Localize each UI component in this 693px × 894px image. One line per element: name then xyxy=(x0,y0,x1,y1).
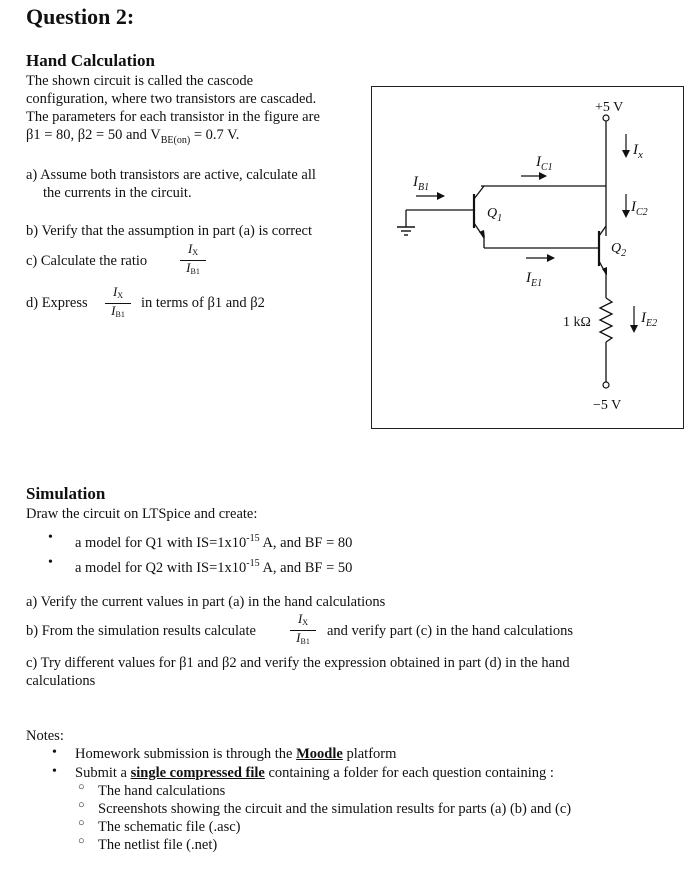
resistor-symbol xyxy=(600,298,612,342)
bullet-icon: • xyxy=(52,764,57,779)
resistor-label: 1 kΩ xyxy=(563,315,591,330)
q1-label: $Q_1$ xyxy=(487,206,503,224)
part-a-line-2: the currents in the circuit. xyxy=(43,185,192,201)
ic2-label: $I_{C2}$ xyxy=(631,199,648,218)
note-moodle: Homework submission is through the Moodle platform xyxy=(75,746,397,762)
ratio-fraction-sim: $\frac{I_X}{I_{B1}}$ xyxy=(290,612,316,649)
circle-bullet-icon: ○ xyxy=(78,817,85,829)
notes-heading: Notes: xyxy=(26,728,64,744)
sim-item-q1: a model for Q1 with $IS=1x10^{-15}$ A, and BF = 80 xyxy=(75,533,353,551)
ic1-label: $I_{C1}$ xyxy=(536,154,553,173)
intro-line-2: configuration, where two transistors are cascaded. xyxy=(26,91,317,107)
vminus-terminal xyxy=(603,382,609,388)
note-sub-4: The netlist file (.net) xyxy=(98,837,218,853)
sim-part-b-suffix: and verify part (c) in the hand calculations xyxy=(327,623,573,639)
circle-bullet-icon: ○ xyxy=(78,799,85,811)
bullet-icon: • xyxy=(52,745,57,760)
single-file-link: single compressed file xyxy=(130,765,265,781)
circle-bullet-icon: ○ xyxy=(78,835,85,847)
part-d-suffix: in terms of β1 and β2 xyxy=(141,295,265,311)
note-sub-3: The schematic file (.asc) xyxy=(98,819,241,835)
note-submit: Submit a single compressed file containing a folder for each question containing : xyxy=(75,765,554,781)
bullet-icon: • xyxy=(48,530,53,545)
bullet-icon: • xyxy=(48,555,53,570)
simulation-intro: Draw the circuit on LTSpice and create: xyxy=(26,506,258,522)
part-c: c) Calculate the ratio xyxy=(26,253,148,269)
ratio-fraction-d: $\frac{I_X}{I_{B1}}$ xyxy=(105,285,131,322)
ratio-fraction-c: $\frac{I_X}{I_{B1}}$ xyxy=(180,242,206,279)
note-sub-1: The hand calculations xyxy=(98,783,226,799)
hand-calculation-heading: Hand Calculation xyxy=(26,51,155,70)
ie1-label: $I_{E1}$ xyxy=(526,270,543,289)
vplus-label: +5 V xyxy=(595,100,624,115)
ib1-label: $I_{B1}$ xyxy=(413,174,430,193)
sim-part-a: a) Verify the current values in part (a) in the hand calculations xyxy=(26,594,386,610)
note-sub-2: Screenshots showing the circuit and the simulation results for parts (a) (b) and (c) xyxy=(98,801,572,817)
moodle-link[interactable]: Moodle xyxy=(296,746,343,762)
cascode-circuit-diagram xyxy=(371,86,684,429)
intro-line-4: β1 = 80, β2 = 50 and $V_{BE(on)} = 0.7$ V. xyxy=(26,127,240,146)
part-a-line-1: a) Assume both transistors are active, calculate all xyxy=(26,167,316,183)
intro-line-1: The shown circuit is called the cascode xyxy=(26,73,254,89)
ix-label: $I_x$ xyxy=(633,142,643,161)
intro-line-3: The parameters for each transistor in the figure are xyxy=(26,109,320,125)
vminus-label: −5 V xyxy=(593,398,622,413)
question-title: Question 2: xyxy=(26,4,135,29)
q2-label: $Q_2$ xyxy=(611,241,627,259)
sim-part-c-line-2: calculations xyxy=(26,673,96,689)
sim-item-q2: a model for Q2 with $IS=1x10^{-15}$ A, and BF = 50 xyxy=(75,558,353,576)
vplus-terminal xyxy=(603,115,609,121)
part-d-prefix: d) Express xyxy=(26,295,88,311)
simulation-heading: Simulation xyxy=(26,484,106,503)
circle-bullet-icon: ○ xyxy=(78,781,85,793)
sim-part-b-prefix: b) From the simulation results calculate xyxy=(26,623,256,639)
part-b: b) Verify that the assumption in part (a) is correct xyxy=(26,223,313,239)
ie2-label: $I_{E2}$ xyxy=(641,310,658,329)
sim-part-c-line-1: c) Try different values for β1 and β2 and verify the expression obtained in part (d) in the hand xyxy=(26,655,570,671)
